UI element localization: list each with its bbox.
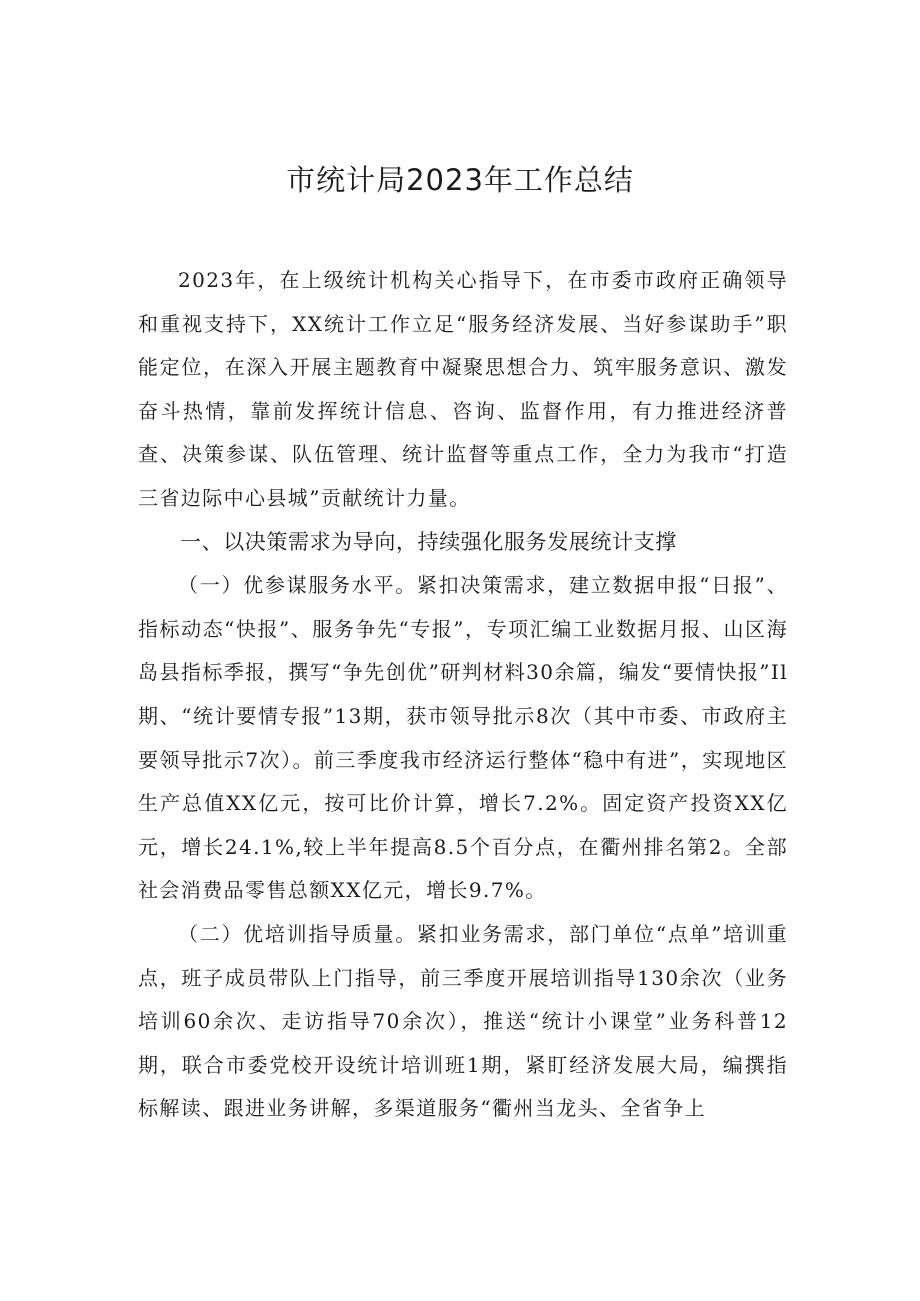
- document-title: 市统计局2023年工作总结: [286, 163, 634, 197]
- section-heading-1: 一、以决策需求为导向，持续强化服务发展统计支撑: [180, 529, 677, 554]
- paragraph-2: （二）优培训指导质量。紧扣业务需求，部门单位“点单”培训重点，班子成员带队上门指导，前三季度开展培训指导130余次（业务培训60余次、走访指导70余次），推送“统计小课堂”业务科普12期，联合市委党校开设统计培训班1期，紧盯经济发展大局，编撰指标解读、跟进业务讲解，多渠道服务“衢州当龙头、全省争上: [138, 921, 788, 1121]
- intro-paragraph: 2023年，在上级统计机构关心指导下，在市委市政府正确领导和重视支持下，XX统计工作立足“服务经济发展、当好参谋助手”职能定位，在深入开展主题教育中凝聚思想合力、筑牢服务意识、激发奋斗热情，靠前发挥统计信息、咨询、监督作用，有力推进经济普查、决策参谋、队伍管理、统计监督等重点工作，全力为我市“打造三省边际中心县城”贡献统计力量。: [138, 268, 788, 510]
- document-body: [138, 259, 788, 1131]
- paragraph-1: （一）优参谋服务水平。紧扣决策需求，建立数据申报“日报”、指标动态“快报”、服务争先“专报”，专项汇编工业数据月报、山区海岛县指标季报，撰写“争先创优”研判材料30余篇，编发“要情快报”Il期、“统计要情专报”13期，获市领导批示8次（其中市委、市政府主要领导批示7次）。前三季度我市经济运行整体“稳中有进”，实现地区生产总值XX亿元，按可比价计算，增长7.2%。固定资产投资XX亿元，增长24.1%,较上半年提高8.5个百分点，在衢州排名第2。全部社会消费品零售总额XX亿元，增长9.7%。: [138, 573, 788, 903]
